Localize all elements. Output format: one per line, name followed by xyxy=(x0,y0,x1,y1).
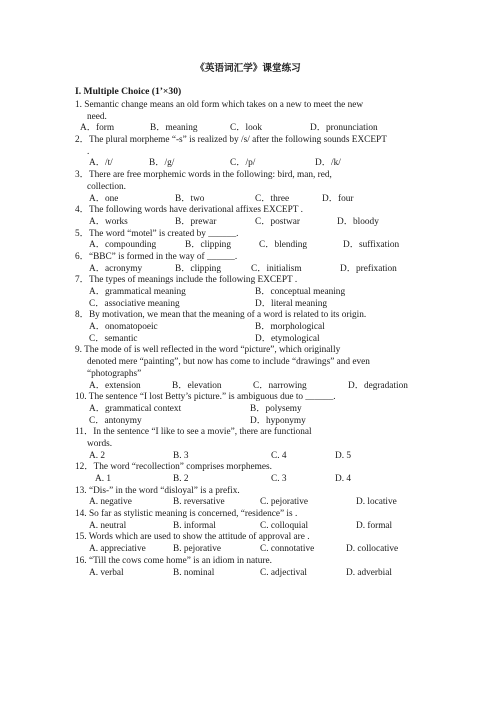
answer-option: D．hyponymy xyxy=(250,415,306,426)
answer-option: D．degradation xyxy=(348,380,408,391)
answer-option: A．grammatical meaning xyxy=(89,287,186,297)
options-row xyxy=(75,194,435,206)
answer-option: D．bloody xyxy=(337,216,379,227)
question-6 xyxy=(75,252,435,275)
options-row xyxy=(75,544,435,556)
options-row xyxy=(75,334,435,346)
question-stem: 5．The word “motel” is created by ______. xyxy=(75,228,239,239)
question-stem: 9. The mode of is well reflected in the word “picture”, which originally xyxy=(75,345,341,356)
answer-option: A．/t/ xyxy=(89,158,113,169)
options-row xyxy=(75,416,435,428)
answer-option: A．compounding xyxy=(89,240,157,251)
section-heading: I. Multiple Choice (1’×30) xyxy=(75,86,182,97)
answer-option: C．look xyxy=(230,123,263,134)
question-1 xyxy=(75,100,435,135)
question-9 xyxy=(75,345,435,392)
options-row xyxy=(75,568,435,580)
question-stem: 8．By motivation, we mean that the meaning of a word is related to its origin. xyxy=(75,310,367,321)
question-list xyxy=(75,100,435,579)
question-stem: 16. “Till the cows come home” is an idiom in nature. xyxy=(75,555,272,566)
answer-option: C. 3 xyxy=(271,474,287,484)
answer-option: C. adjectival xyxy=(260,567,307,578)
answer-option: D．literal meaning xyxy=(255,298,328,309)
answer-option: B. informal xyxy=(173,520,216,531)
options-row xyxy=(75,322,435,334)
question-stem: 3．There are free morphemic words in the following: bird, man, red, xyxy=(75,170,332,181)
answer-option: B. reversative xyxy=(173,497,225,508)
question-stem: 15. Words which are used to show the attitude of approval are . xyxy=(75,532,310,543)
question-10 xyxy=(75,392,435,427)
answer-option: D．pronunciation xyxy=(310,123,378,134)
answer-option: B. pejorative xyxy=(173,544,222,555)
answer-option: A. neutral xyxy=(89,520,127,531)
answer-option: B．clipping xyxy=(175,263,221,274)
answer-option: C．three xyxy=(255,193,290,204)
answer-option: B．conceptual meaning xyxy=(255,287,346,297)
answer-option: A. 1 xyxy=(95,474,112,484)
answer-option: B．clipping xyxy=(185,240,231,251)
options-row xyxy=(75,474,435,486)
question-stem-continuation: need. xyxy=(87,111,107,122)
answer-option: D. 4 xyxy=(335,474,352,484)
question-stem: 12．The word “recollection” comprises morphemes. xyxy=(75,462,272,473)
question-stem: 13. “Dis-” in the word “disloyal” is a prefix. xyxy=(75,485,240,496)
page-title: 《英语词汇学》课堂练习 xyxy=(195,63,301,74)
answer-option: A. 2 xyxy=(89,450,106,461)
answer-option: B．meaning xyxy=(150,123,198,134)
answer-option: A. verbal xyxy=(89,567,124,578)
answer-option: C．blending xyxy=(259,240,308,251)
answer-option: D．suffixation xyxy=(343,240,400,251)
question-stem-continuation: denoted mere “painting”, but now has come to include “drawings” and even xyxy=(87,357,370,368)
options-row xyxy=(75,451,435,463)
answer-option: C. colloquial xyxy=(260,520,309,531)
question-15 xyxy=(75,532,435,555)
question-5 xyxy=(75,229,435,252)
options-row xyxy=(75,217,435,229)
options-row xyxy=(75,497,435,509)
question-stem: 7．The types of meanings include the following EXCEPT . xyxy=(75,275,298,286)
question-14 xyxy=(75,509,435,532)
answer-option: D．four xyxy=(322,193,354,204)
answer-option: A．extension xyxy=(89,380,141,391)
question-stem: 2．The plural morpheme “-s” is realized by /s/ after the following sounds EXCEPT xyxy=(75,135,387,146)
answer-option: D. formal xyxy=(356,520,393,531)
answer-option: A．works xyxy=(89,216,128,227)
answer-option: D. locative xyxy=(356,497,397,508)
answer-option: C．narrowing xyxy=(253,380,307,391)
answer-option: B. 3 xyxy=(173,450,189,461)
question-4 xyxy=(75,205,435,228)
answer-option: A．onomatopoeic xyxy=(89,322,158,333)
question-2 xyxy=(75,135,435,170)
options-row xyxy=(75,299,435,311)
answer-option: A．one xyxy=(89,193,119,204)
question-stem: 4．The following words have derivational affixes EXCEPT . xyxy=(75,205,303,216)
question-11 xyxy=(75,427,435,462)
answer-option: B．morphological xyxy=(255,322,325,333)
answer-option: C．initialism xyxy=(251,263,302,274)
answer-option: C. 4 xyxy=(271,450,287,461)
question-stem: 10. The sentence “I lost Betty’s picture.” is ambiguous due to ______. xyxy=(75,392,336,403)
question-8 xyxy=(75,310,435,345)
options-row xyxy=(75,521,435,533)
question-stem-continuation: words. xyxy=(87,438,113,449)
answer-option: D．prefixation xyxy=(340,263,397,274)
answer-option: A. negative xyxy=(89,497,132,508)
question-16 xyxy=(75,556,435,579)
answer-option: C. connotative xyxy=(260,544,315,555)
answer-option: B．polysemy xyxy=(250,403,302,414)
answer-option: B. 2 xyxy=(173,474,189,484)
question-stem: 11．In the sentence “I like to see a movie”, there are functional xyxy=(75,427,312,438)
answer-option: B．/g/ xyxy=(149,158,175,169)
answer-option: A．form xyxy=(80,123,115,134)
answer-option: B．elevation xyxy=(172,380,222,391)
answer-option: B．prewar xyxy=(175,216,217,227)
options-row xyxy=(75,240,435,252)
answer-option: A. appreciative xyxy=(89,544,146,555)
question-stem: 14. So far as stylistic meaning is concerned, “residence” is . xyxy=(75,509,298,520)
answer-option: A．grammatical context xyxy=(89,403,182,414)
question-13 xyxy=(75,486,435,509)
answer-option: C．antonymy xyxy=(89,415,142,426)
question-stem: 6．“BBC” is formed in the way of ______. xyxy=(75,251,238,262)
question-12 xyxy=(75,462,435,485)
answer-option: D．etymological xyxy=(255,333,320,344)
answer-option: B．two xyxy=(175,193,205,204)
answer-option: C．/p/ xyxy=(230,158,256,169)
answer-option: B. nominal xyxy=(173,567,215,578)
options-row xyxy=(75,123,435,135)
question-stem-continuation: “photographs” xyxy=(87,368,142,379)
answer-option: D. adverbial xyxy=(346,567,392,578)
answer-option: D. 5 xyxy=(335,450,352,461)
options-row xyxy=(75,264,435,276)
answer-option: A．acronymy xyxy=(89,263,143,274)
answer-option: C．postwar xyxy=(255,216,300,227)
answer-option: C．associative meaning xyxy=(89,298,180,309)
options-row xyxy=(75,404,435,416)
options-row xyxy=(75,287,435,299)
question-stem: 1. Semantic change means an old form which takes on a new to meet the new xyxy=(75,100,364,110)
question-stem-continuation: collection. xyxy=(87,181,126,192)
answer-option: D．/k/ xyxy=(315,158,341,169)
answer-option: C. pejorative xyxy=(260,497,309,508)
answer-option: C．semantic xyxy=(89,333,138,344)
question-7 xyxy=(75,275,435,310)
question-stem-continuation: . xyxy=(87,146,90,157)
options-row xyxy=(75,158,435,170)
answer-option: D. collocative xyxy=(346,544,399,555)
options-row xyxy=(75,381,435,393)
question-3 xyxy=(75,170,435,205)
